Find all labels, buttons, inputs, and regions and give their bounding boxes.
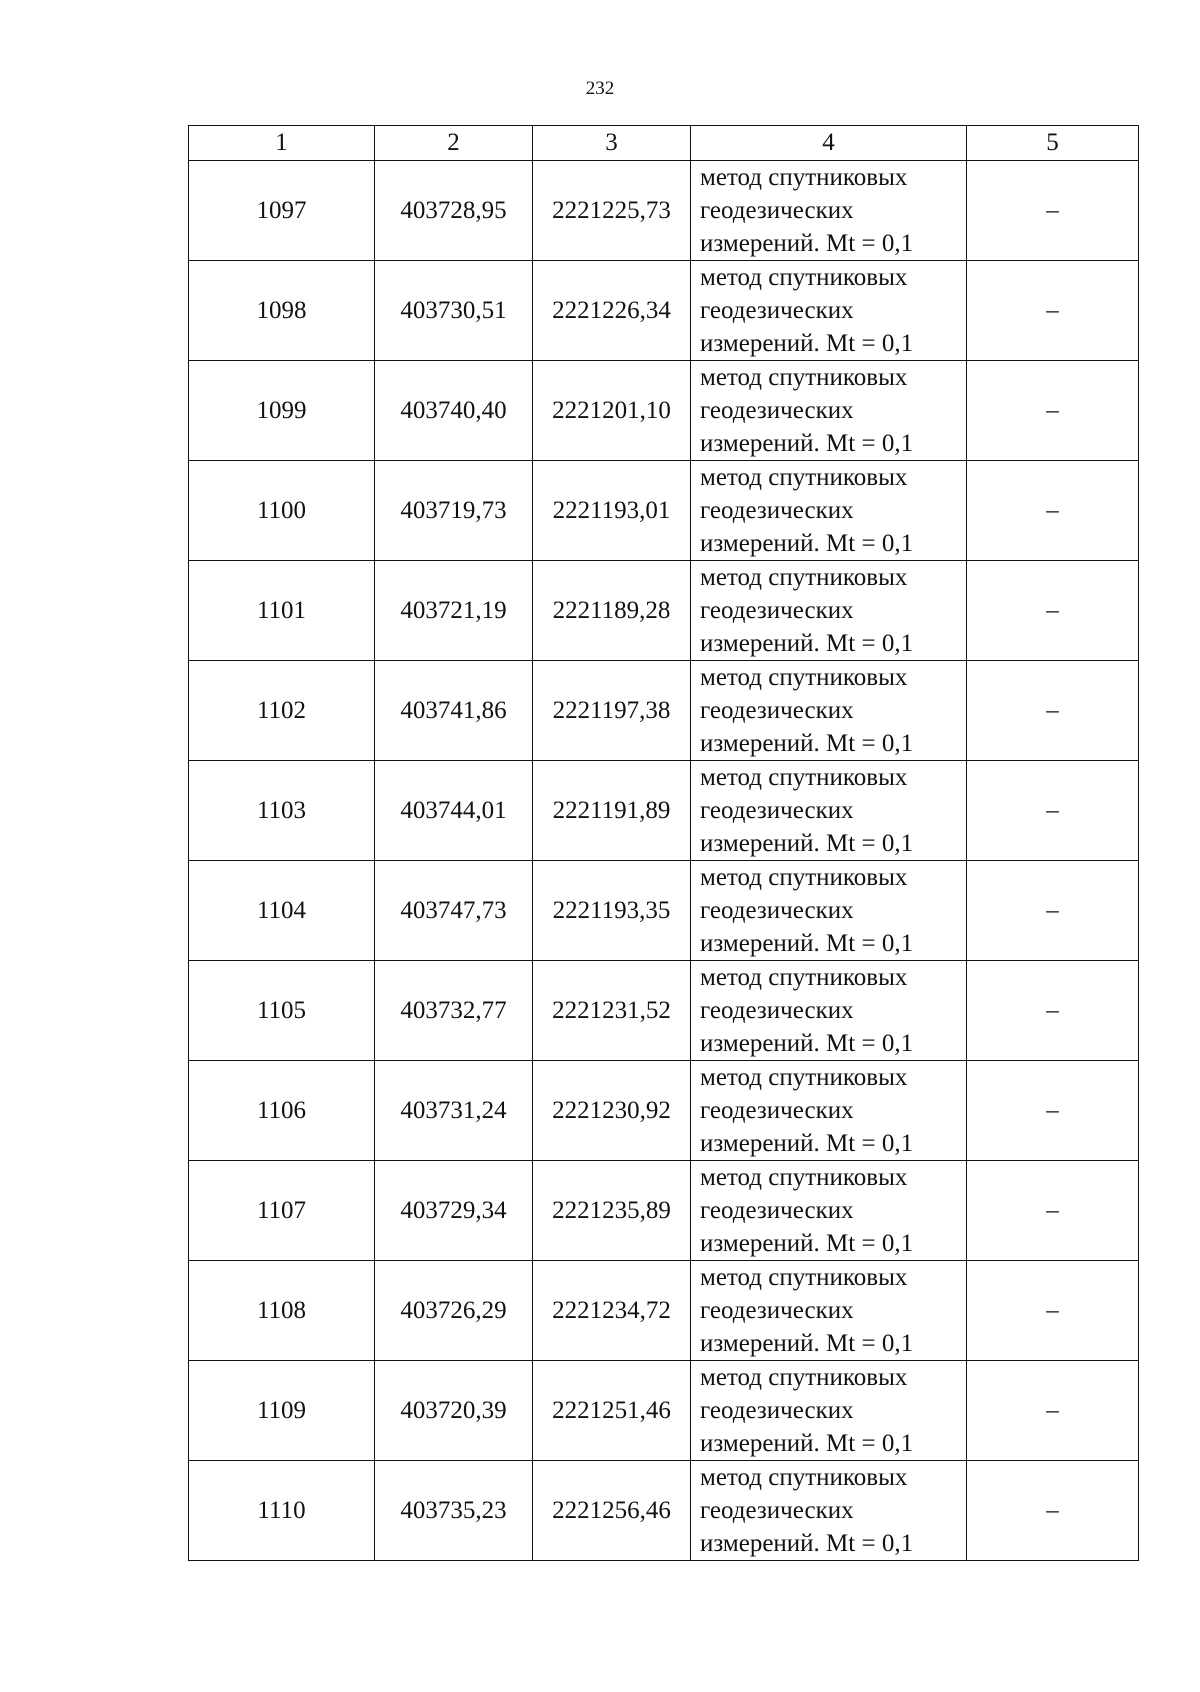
method-description — [691, 361, 967, 461]
coordinate-y: 2221189,28 — [533, 561, 691, 661]
method-description — [691, 761, 967, 861]
method-line-2: геодезических — [700, 897, 854, 924]
point-number: 1106 — [189, 1061, 375, 1161]
note-dash: – — [967, 461, 1139, 561]
coordinate-y: 2221231,52 — [533, 961, 691, 1061]
column-header-5: 5 — [967, 126, 1139, 161]
point-number: 1110 — [189, 1461, 375, 1561]
method-line-3: измерений. Mt = 0,1 — [700, 630, 914, 657]
note-dash: – — [967, 261, 1139, 361]
method-line-2: геодезических — [700, 797, 854, 824]
note-dash: – — [967, 561, 1139, 661]
note-dash: – — [967, 861, 1139, 961]
point-number: 1098 — [189, 261, 375, 361]
coordinate-x: 403730,51 — [375, 261, 533, 361]
coordinate-y: 2221226,34 — [533, 261, 691, 361]
table-row — [189, 261, 1139, 361]
method-line-3: измерений. Mt = 0,1 — [700, 1130, 914, 1157]
method-description — [691, 861, 967, 961]
coordinate-y: 2221225,73 — [533, 161, 691, 261]
note-dash: – — [967, 1461, 1139, 1561]
method-line-3: измерений. Mt = 0,1 — [700, 730, 914, 757]
table-row — [189, 961, 1139, 1061]
method-line-1: метод спутниковых — [700, 1364, 908, 1391]
method-line-1: метод спутниковых — [700, 364, 908, 391]
note-dash: – — [967, 361, 1139, 461]
method-line-2: геодезических — [700, 1497, 854, 1524]
page-number: 232 — [585, 78, 615, 99]
coordinate-x: 403720,39 — [375, 1361, 533, 1461]
point-number: 1108 — [189, 1261, 375, 1361]
table-row — [189, 1461, 1139, 1561]
coordinate-x: 403732,77 — [375, 961, 533, 1061]
coordinates-table — [188, 125, 1139, 1561]
method-line-3: измерений. Mt = 0,1 — [700, 230, 914, 257]
coordinate-x: 403744,01 — [375, 761, 533, 861]
note-dash: – — [967, 761, 1139, 861]
point-number: 1107 — [189, 1161, 375, 1261]
note-dash: – — [967, 961, 1139, 1061]
method-description — [691, 661, 967, 761]
table-row — [189, 761, 1139, 861]
note-dash: – — [967, 161, 1139, 261]
method-line-2: геодезических — [700, 997, 854, 1024]
method-description — [691, 461, 967, 561]
method-line-3: измерений. Mt = 0,1 — [700, 930, 914, 957]
table-row — [189, 561, 1139, 661]
method-line-2: геодезических — [700, 1097, 854, 1124]
method-line-1: метод спутниковых — [700, 564, 908, 591]
column-header-1: 1 — [189, 126, 375, 161]
coordinate-x: 403728,95 — [375, 161, 533, 261]
method-description — [691, 1361, 967, 1461]
method-line-1: метод спутниковых — [700, 1264, 908, 1291]
coordinate-x: 403719,73 — [375, 461, 533, 561]
method-line-1: метод спутниковых — [700, 864, 908, 891]
coordinate-y: 2221197,38 — [533, 661, 691, 761]
method-line-3: измерений. Mt = 0,1 — [700, 530, 914, 557]
coordinate-y: 2221191,89 — [533, 761, 691, 861]
table-row — [189, 1161, 1139, 1261]
method-line-2: геодезических — [700, 1297, 854, 1324]
method-line-3: измерений. Mt = 0,1 — [700, 1530, 914, 1557]
table-header-row — [189, 126, 1139, 161]
column-header-3: 3 — [533, 126, 691, 161]
method-line-2: геодезических — [700, 1397, 854, 1424]
coordinate-y: 2221193,35 — [533, 861, 691, 961]
coordinate-x: 403721,19 — [375, 561, 533, 661]
table-row — [189, 361, 1139, 461]
coordinate-x: 403729,34 — [375, 1161, 533, 1261]
note-dash: – — [967, 1261, 1139, 1361]
method-line-2: геодезических — [700, 1197, 854, 1224]
method-line-3: измерений. Mt = 0,1 — [700, 1230, 914, 1257]
note-dash: – — [967, 1061, 1139, 1161]
method-line-3: измерений. Mt = 0,1 — [700, 430, 914, 457]
method-description — [691, 261, 967, 361]
method-line-2: геодезических — [700, 697, 854, 724]
point-number: 1104 — [189, 861, 375, 961]
method-line-3: измерений. Mt = 0,1 — [700, 1030, 914, 1057]
table-row — [189, 1261, 1139, 1361]
method-line-2: геодезических — [700, 597, 854, 624]
method-line-3: измерений. Mt = 0,1 — [700, 330, 914, 357]
method-description — [691, 161, 967, 261]
coordinate-x: 403735,23 — [375, 1461, 533, 1561]
method-description — [691, 1461, 967, 1561]
method-line-1: метод спутниковых — [700, 164, 908, 191]
method-line-1: метод спутниковых — [700, 1164, 908, 1191]
point-number: 1105 — [189, 961, 375, 1061]
coordinate-y: 2221256,46 — [533, 1461, 691, 1561]
table-row — [189, 161, 1139, 261]
coordinate-y: 2221234,72 — [533, 1261, 691, 1361]
column-header-4: 4 — [691, 126, 967, 161]
table-row — [189, 661, 1139, 761]
table-row — [189, 1361, 1139, 1461]
point-number: 1097 — [189, 161, 375, 261]
note-dash: – — [967, 661, 1139, 761]
table-row — [189, 861, 1139, 961]
coordinate-y: 2221193,01 — [533, 461, 691, 561]
table-body — [189, 161, 1139, 1561]
method-line-3: измерений. Mt = 0,1 — [700, 1330, 914, 1357]
point-number: 1109 — [189, 1361, 375, 1461]
method-line-1: метод спутниковых — [700, 964, 908, 991]
method-description — [691, 1061, 967, 1161]
method-line-1: метод спутниковых — [700, 1464, 908, 1491]
method-description — [691, 561, 967, 661]
method-line-2: геодезических — [700, 197, 854, 224]
point-number: 1101 — [189, 561, 375, 661]
coordinate-x: 403741,86 — [375, 661, 533, 761]
column-header-2: 2 — [375, 126, 533, 161]
coordinate-x: 403726,29 — [375, 1261, 533, 1361]
point-number: 1100 — [189, 461, 375, 561]
table-row — [189, 461, 1139, 561]
point-number: 1102 — [189, 661, 375, 761]
method-line-1: метод спутниковых — [700, 764, 908, 791]
point-number: 1099 — [189, 361, 375, 461]
method-line-1: метод спутниковых — [700, 1064, 908, 1091]
method-line-2: геодезических — [700, 497, 854, 524]
coordinate-y: 2221251,46 — [533, 1361, 691, 1461]
note-dash: – — [967, 1361, 1139, 1461]
coordinate-y: 2221235,89 — [533, 1161, 691, 1261]
method-line-3: измерений. Mt = 0,1 — [700, 830, 914, 857]
coordinate-x: 403740,40 — [375, 361, 533, 461]
method-line-2: геодезических — [700, 297, 854, 324]
coordinate-x: 403747,73 — [375, 861, 533, 961]
method-line-1: метод спутниковых — [700, 264, 908, 291]
method-line-2: геодезических — [700, 397, 854, 424]
method-description — [691, 1161, 967, 1261]
coordinate-y: 2221201,10 — [533, 361, 691, 461]
method-description — [691, 961, 967, 1061]
point-number: 1103 — [189, 761, 375, 861]
coordinate-x: 403731,24 — [375, 1061, 533, 1161]
method-line-1: метод спутниковых — [700, 464, 908, 491]
method-line-1: метод спутниковых — [700, 664, 908, 691]
method-line-3: измерений. Mt = 0,1 — [700, 1430, 914, 1457]
note-dash: – — [967, 1161, 1139, 1261]
table-row — [189, 1061, 1139, 1161]
method-description — [691, 1261, 967, 1361]
coordinate-y: 2221230,92 — [533, 1061, 691, 1161]
